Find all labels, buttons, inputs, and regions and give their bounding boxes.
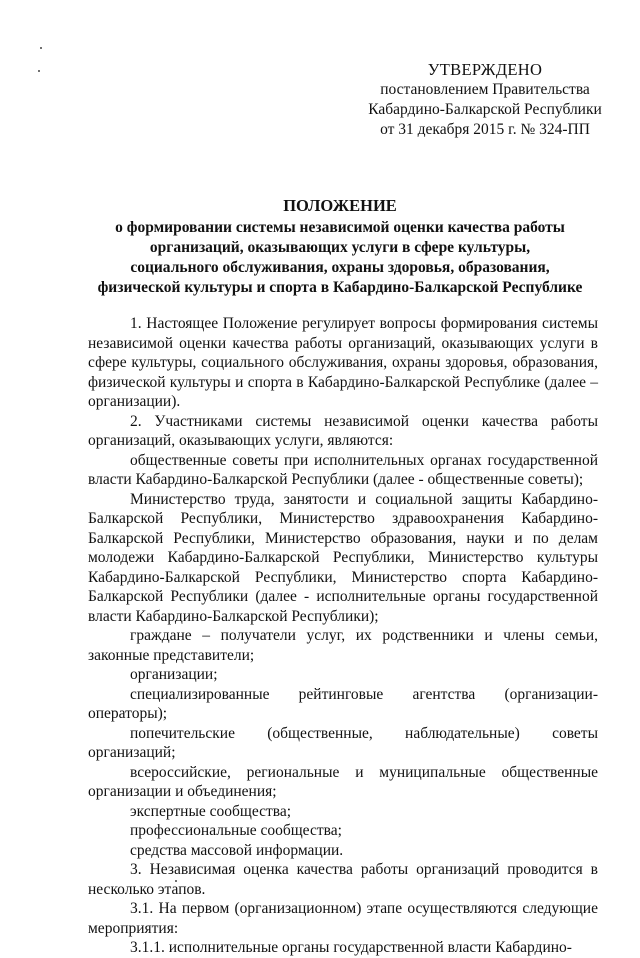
approval-title: УТВЕРЖДЕНО: [427, 60, 543, 79]
document-title: [60, 196, 620, 298]
approval-stamp: [360, 60, 610, 140]
document-subtitle: о формировании системы независимой оценки качества работы организаций, оказывающих услуги в сфере культуры, социального обслуживания, охраны здоровья, образования, физической культуры и спорта в Кабардино-Балкарской Республике: [97, 219, 583, 296]
paragraph: экспертные сообщества;: [130, 802, 292, 820]
paragraph: граждане – получатели услуг, их родственники и члены семьи, законные представители;: [88, 627, 598, 664]
paragraph: 1. Настоящее Положение регулирует вопросы формирования системы независимой оценки качества работы организаций, оказывающих услуги в сфере культуры, социального обслуживания, охраны здоровья, образования, физической культуры и спорта в Кабардино-Балкарской Республике (далее – организации).: [88, 315, 598, 410]
paragraph: специализированные рейтинговые агентства (организации-операторы);: [88, 685, 598, 722]
paragraph: 2. Участниками системы независимой оценки качества работы организаций, оказывающих услуги, являются:: [88, 412, 598, 449]
paragraph: общественные советы при исполнительных органах государственной власти Кабардино-Балкарской Республики (далее - общественные советы);: [88, 451, 598, 488]
scan-speck: [40, 47, 42, 49]
document-heading: ПОЛОЖЕНИЕ: [283, 196, 397, 215]
paragraph: Министерство труда, занятости и социальной защиты Кабардино-Балкарской Республики, Министерство здравоохранения Кабардино-Балкарской Республики, Министерство образования, науки и по делам молодежи Кабардино-Балкарской Республики, Министерство культуры Кабардино-Балкарской Республики, Министерство спорта Кабардино-Балкарской Республики (далее - исполнительные органы государственной власти Кабардино-Балкарской Республики);: [88, 490, 598, 625]
approval-date-line: от 31 декабря 2015 г. № 324-ПП: [380, 121, 590, 138]
paragraph: попечительские (общественные, наблюдательные) советы организаций;: [88, 724, 598, 761]
paragraph: 3.1.1. исполнительные органы государственной власти Кабардино-: [130, 939, 572, 956]
paragraph: всероссийские, региональные и муниципальные общественные организации и объединения;: [88, 763, 598, 800]
document-body: [88, 314, 598, 958]
scan-speck: [38, 70, 40, 72]
approval-line: постановлением Правительства: [380, 81, 590, 98]
paragraph: организации;: [130, 666, 218, 683]
paragraph: 3.1. На первом (организационном) этапе осуществляются следующие мероприятия:: [88, 900, 598, 937]
approval-line: Кабардино-Балкарской Республики: [368, 101, 602, 118]
paragraph: средства массовой информации.: [130, 841, 344, 859]
paragraph: профессиональные сообщества;: [130, 822, 342, 839]
paragraph: 3. Независимая оценка качества работы организаций проводится в несколько этапов.: [88, 861, 598, 898]
